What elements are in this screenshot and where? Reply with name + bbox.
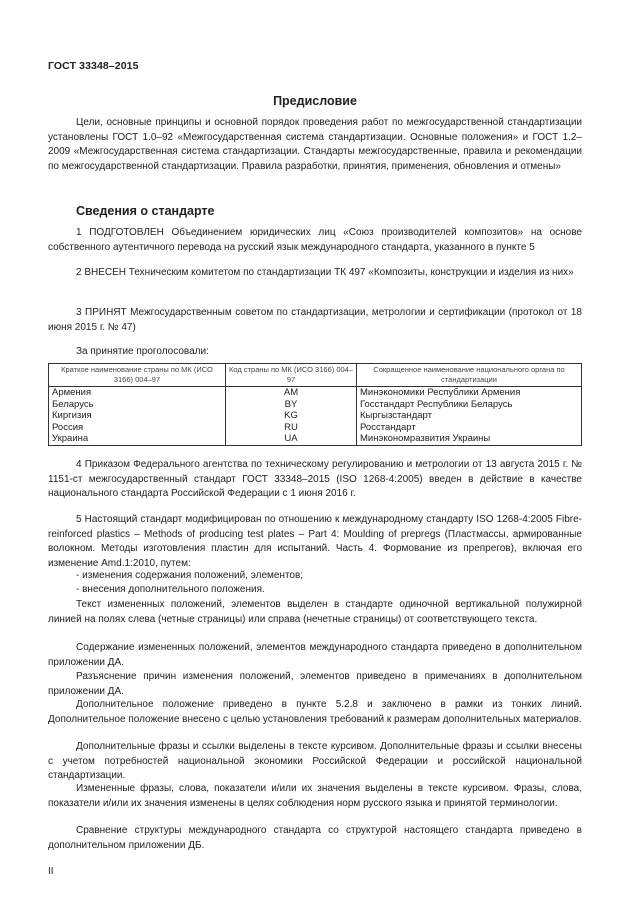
voted-label: За принятие проголосовали: <box>76 346 209 357</box>
table-row <box>49 410 582 422</box>
bullet-item: - внесения дополнительного положения. <box>76 584 265 595</box>
code-cell: RU <box>226 422 357 434</box>
info-item-5: 5 Настоящий стандарт модифицирован по отношению к международному стандарту ISO 1268-4:2005 Fibre-reinforced plastics – Methods of producing test plates – Part 4: Moulding of prepregs (Пластмассы, армированные волокном. Методы изготовления пластин для испытаний. Часть 4. Формование из препрегов), включая его изменение Amd.1:2010, путем: <box>48 514 582 569</box>
body-cell: Минэкономики Республики Армения <box>357 387 582 399</box>
voting-table <box>48 363 582 446</box>
note-paragraph: Разъяснение причин изменения положений, элементов приведено в примечаниях в дополнительном приложении ДА. <box>48 671 582 697</box>
country-cell: Киргизия <box>49 410 226 422</box>
body-cell: Росстандарт <box>357 422 582 434</box>
foreword-text: Цели, основные принципы и основной порядок проведения работ по межгосударственной стандартизации установлены ГОСТ 1.0–92 «Межгосударственная система стандартизации. Основные положения» и ГОСТ 1.2–2009 «Межгосударственная система стандартизации. Стандарты межгосударственные, правила и рекомендации по межгосударственной стандартизации. Правила разработки, принятия, применения, обновления и отмены» <box>48 117 582 172</box>
note-paragraph: Измененные фразы, слова, показатели и/или их значения выделены в тексте курсивом. Фразы, слова, показатели и/или их значения изменены в целях соблюдения норм русского языка и принятой терминологии. <box>48 783 582 809</box>
note-paragraph: Текст измененных положений, элементов выделен в стандарте одиночной вертикальной полужирной линией на полях слева (четные страницы) или справа (нечетные страницы) от соответствующего текста. <box>48 599 582 625</box>
code-cell: KG <box>226 410 357 422</box>
info-item-1: 1 ПОДГОТОВЛЕН Объединением юридических лиц «Союз производителей композитов» на основе собственного аутентичного перевода на русский язык международного стандарта, указанного в пункте 5 <box>48 227 582 253</box>
info-item-2: 2 ВНЕСЕН Техническим комитетом по стандартизации ТК 497 «Композиты, конструкции и изделия из них» <box>76 267 574 278</box>
bullet-item: - изменения содержания положений, элементов; <box>76 570 304 581</box>
country-cell: Армения <box>49 387 226 399</box>
info-item-3: 3 ПРИНЯТ Межгосударственным советом по стандартизации, метрологии и сертификации (протокол от 18 июня 2015 г. № 47) <box>48 307 582 333</box>
note-paragraph: Сравнение структуры международного стандарта со структурой настоящего стандарта приведено в дополнительном приложении ДБ. <box>48 825 582 851</box>
country-cell: Россия <box>49 422 226 434</box>
table-row <box>49 433 582 445</box>
country-cell: Украина <box>49 433 226 445</box>
table-row <box>49 399 582 411</box>
note-paragraph: Содержание измененных положений, элементов международного стандарта приведено в дополнительном приложении ДА. <box>48 642 582 668</box>
note-paragraph: Дополнительное положение приведено в пункте 5.2.8 и заключено в рамки из тонких линий. Дополнительное положение внесено с целью установления требований к размерам дополнительных материалов. <box>48 699 582 725</box>
body-cell: Минэкономразвития Украины <box>357 433 582 445</box>
table-row <box>49 422 582 434</box>
column-header-country: Краткое наименование страны по МК (ИСО 3166) 004–97 <box>49 364 226 387</box>
table-header-row <box>49 364 582 387</box>
column-header-code: Код страны по МК (ИСО 3166) 004–97 <box>226 364 357 387</box>
column-header-body: Сокращенное наименование национального органа по стандартизации <box>357 364 582 387</box>
info-item-4: 4 Приказом Федерального агентства по техническому регулированию и метрологии от 13 августа 2015 г. № 1151-ст межгосударственный стандарт ГОСТ 33348–2015 (ISO 1268-4:2005) введен в действие в качестве национального стандарта Российской Федерации с 1 июня 2016 г. <box>48 459 582 499</box>
code-cell: UA <box>226 433 357 445</box>
body-cell: Кыргызстандарт <box>357 410 582 422</box>
foreword-title: Предисловие <box>273 94 357 108</box>
note-paragraph: Дополнительные фразы и ссылки выделены в тексте курсивом. Дополнительные фразы и ссылки внесены с учетом потребностей национальной экономики Российской Федерации и российской национальной стандартизации. <box>48 741 582 781</box>
country-cell: Беларусь <box>49 399 226 411</box>
table-row <box>49 387 582 399</box>
standard-id-header: ГОСТ 33348–2015 <box>48 60 139 72</box>
code-cell: BY <box>226 399 357 411</box>
body-cell: Госстандарт Республики Беларусь <box>357 399 582 411</box>
page-number: II <box>48 866 54 877</box>
code-cell: AM <box>226 387 357 399</box>
standard-info-title: Сведения о стандарте <box>76 204 215 218</box>
